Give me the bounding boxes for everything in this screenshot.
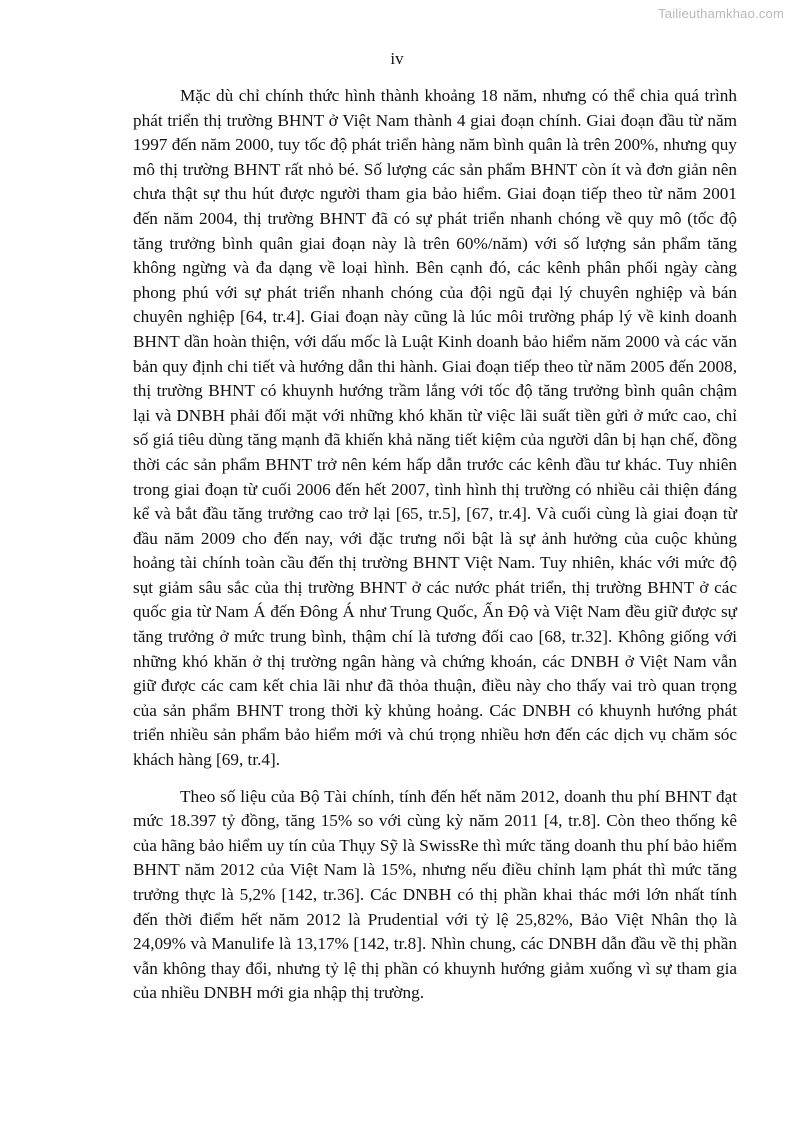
- document-body: [133, 84, 737, 1006]
- watermark-text: Tailieuthamkhao.com: [658, 6, 784, 21]
- page-number: iv: [390, 49, 404, 68]
- paragraph-2012-statistics: Theo số liệu của Bộ Tài chính, tính đến hết năm 2012, doanh thu phí BHNT đạt mức 18.397 tỷ đồng, tăng 15% so với cùng kỳ năm 2011 [4, tr.8]. Còn theo thống kê của hãng bảo hiểm uy tín của Thụy Sỹ là SwissRe thì mức tăng doanh thu phí bảo hiểm BHNT năm 2012 của Việt Nam là 15%, nhưng nếu điều chỉnh lạm phát thì mức tăng trưởng thực là 5,2% [142, tr.36]. Các DNBH có thị phần khai thác mới lớn nhất tính đến thời điểm hết năm 2012 là Prudential với tỷ lệ 25,82%, Bảo Việt Nhân thọ là 24,09% và Manulife là 13,17% [142, tr.8]. Nhìn chung, các DNBH dẫn đầu về thị phần vẫn không thay đổi, nhưng tỷ lệ thị phần có khuynh hướng giảm xuống vì sự tham gia của nhiều DNBH mới gia nhập thị trường.: [133, 786, 737, 1003]
- paragraph-market-phases: Mặc dù chỉ chính thức hình thành khoảng 18 năm, nhưng có thể chia quá trình phát triển thị trường BHNT ở Việt Nam thành 4 giai đoạn chính. Giai đoạn đầu từ năm 1997 đến năm 2000, tuy tốc độ phát triển hàng năm bình quân là trên 200%, nhưng quy mô thị trường BHNT rất nhỏ bé. Số lượng các sản phẩm BHNT còn ít và đơn giản nên chưa thật sự thu hút được người tham gia bảo hiểm. Giai đoạn tiếp theo từ năm 2001 đến năm 2004, thị trường BHNT đã có sự phát triển nhanh chóng về quy mô (tốc độ tăng trưởng bình quân giai đoạn này là trên 60%/năm) với số lượng sản phẩm tăng không ngừng và đa dạng về loại hình. Bên cạnh đó, các kênh phân phối ngày càng phong phú với sự phát triển nhanh chóng của đội ngũ đại lý chuyên nghiệp và bán chuyên nghiệp [64, tr.4]. Giai đoạn này cũng là lúc môi trường pháp lý về kinh doanh BHNT dần hoàn thiện, với dấu mốc là Luật Kinh doanh bảo hiểm năm 2000 và các văn bản quy định chi tiết và hướng dẫn thi hành. Giai đoạn tiếp theo từ năm 2005 đến 2008, thị trường BHNT có khuynh hướng trầm lắng với tốc độ tăng trưởng bình quân chậm lại và DNBH phải đối mặt với những khó khăn từ việc lãi suất tiền gửi ở mức cao, chỉ số giá tiêu dùng tăng mạnh đã khiến khả năng tiết kiệm của người dân bị hạn chế, đồng thời các sản phẩm BHNT trở nên kém hấp dẫn trước các kênh đầu tư khác. Tuy nhiên trong giai đoạn từ cuối 2006 đến hết 2007, tình hình thị trường có nhiều cải thiện đáng kể và bắt đầu tăng trưởng cao trở lại [65, tr.5], [67, tr.4]. Và cuối cùng là giai đoạn từ đầu năm 2009 cho đến nay, với đặc trưng nổi bật là sự ảnh hưởng của cuộc khủng hoảng tài chính toàn cầu đến thị trường BHNT Việt Nam. Tuy nhiên, khác với mức độ sụt giảm sâu sắc của thị trường BHNT ở các nước phát triển, thị trường BHNT ở các quốc gia từ Nam Á đến Đông Á như Trung Quốc, Ấn Độ và Việt Nam đều giữ được sự tăng trưởng ở mức trung bình, thậm chí là tương đối cao [68, tr.32]. Không giống với những khó khăn ở thị trường ngân hàng và chứng khoán, các DNBH ở Việt Nam vẫn giữ được các cam kết chia lãi như đã thỏa thuận, điều này cho thấy vai trò quan trọng của sản phẩm BHNT trong thời kỳ khủng hoảng. Các DNBH có khuynh hướng phát triển nhiều sản phẩm bảo hiểm mới và chú trọng nhiều hơn đến các dịch vụ chăm sóc khách hàng [69, tr.4].: [133, 86, 737, 770]
